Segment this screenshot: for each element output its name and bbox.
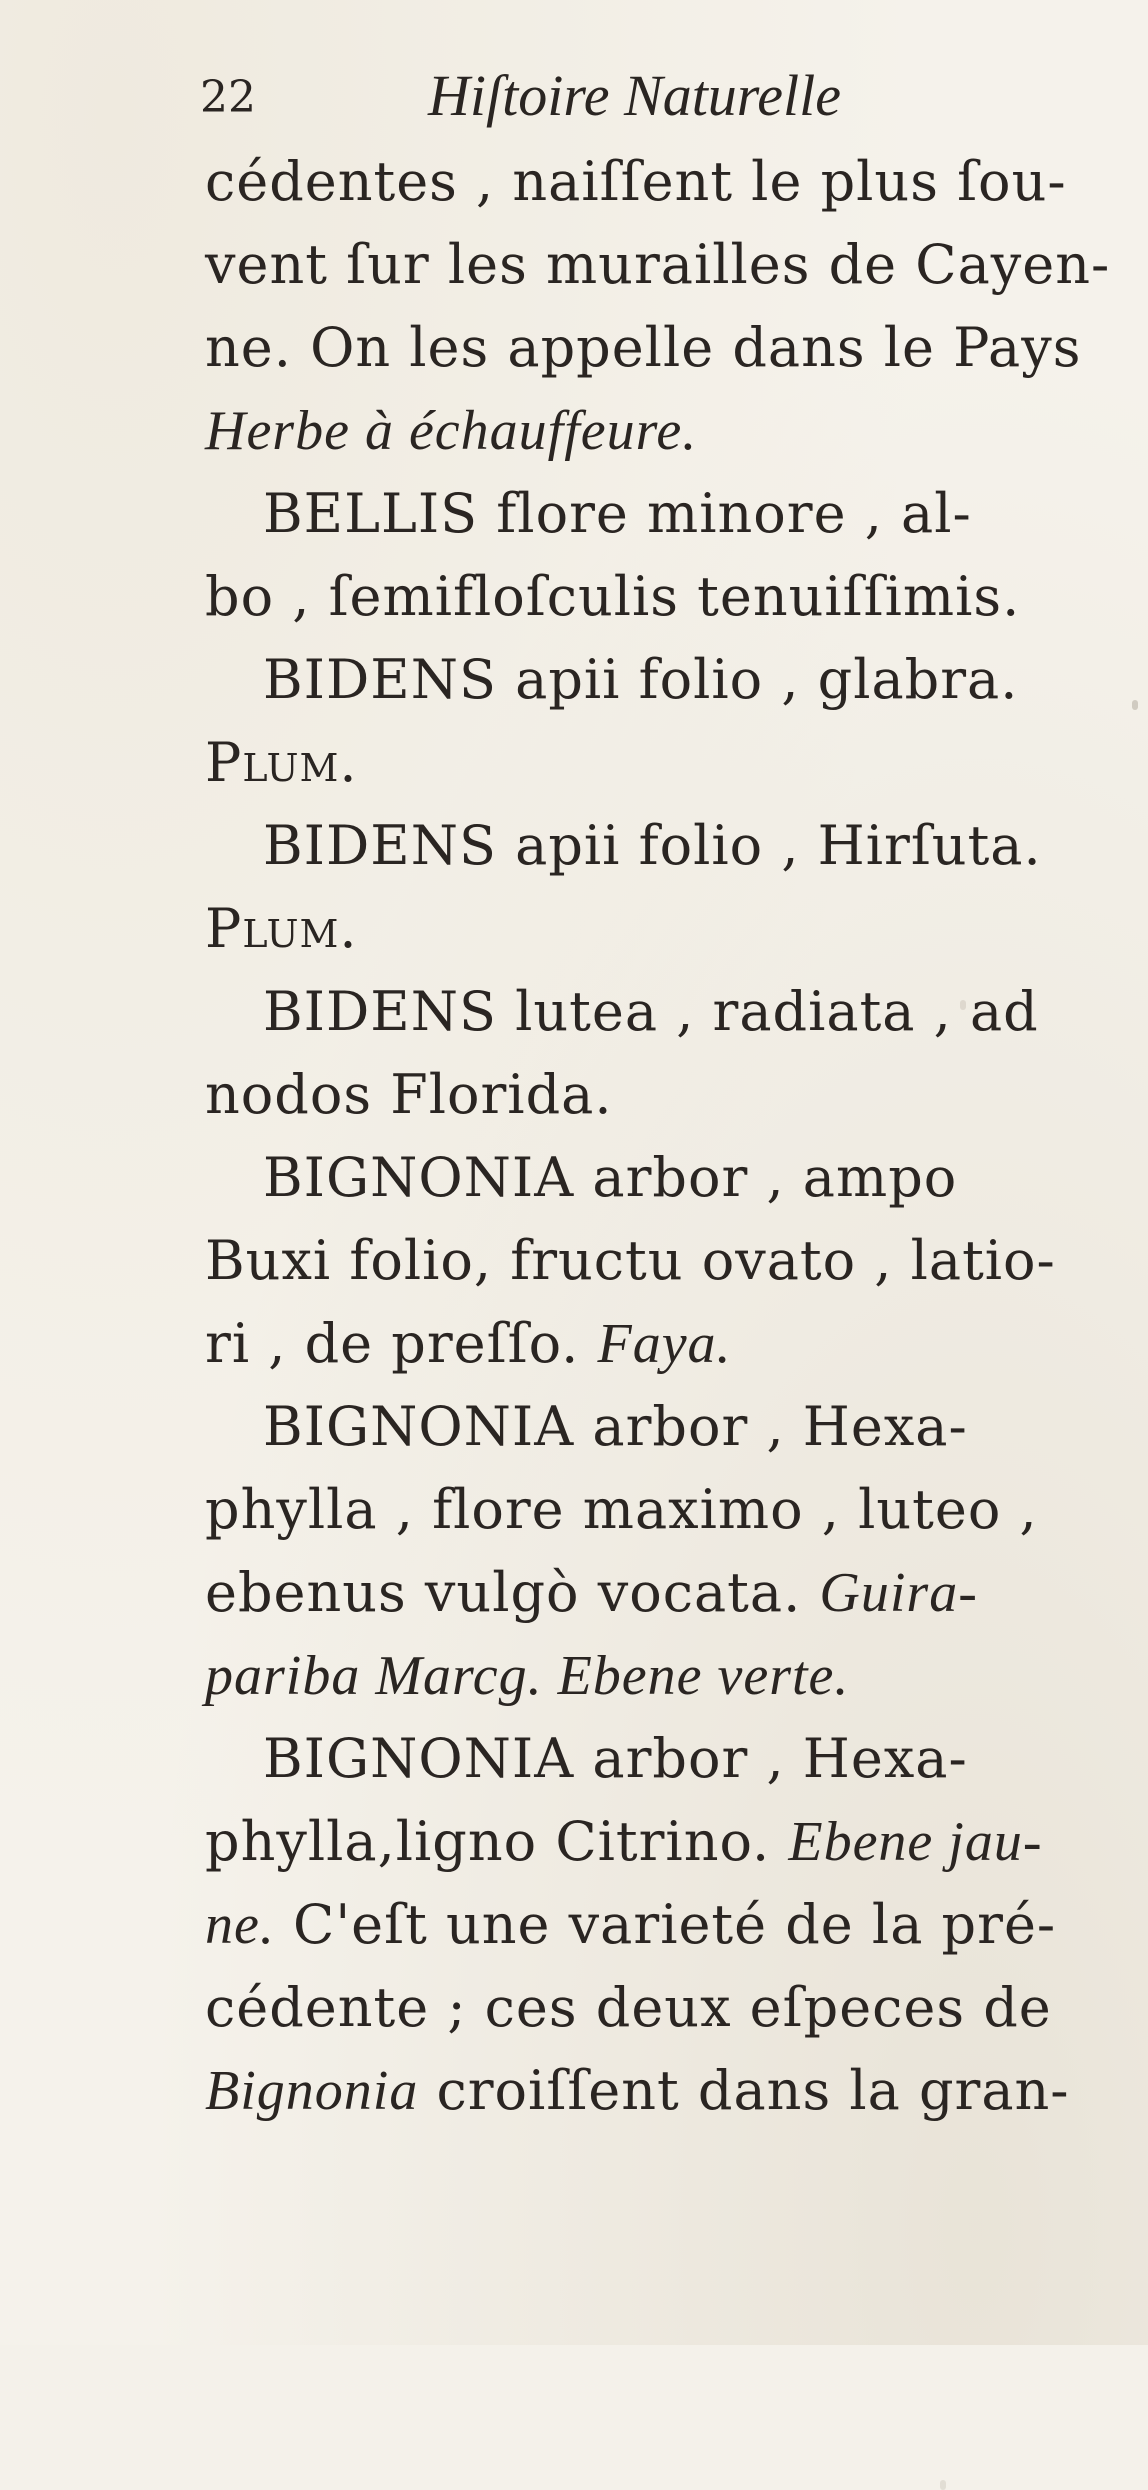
text-line bbox=[205, 804, 1125, 887]
roman-text: cédente ; ces deux eſpeces de bbox=[205, 1976, 1052, 2039]
text-line bbox=[205, 306, 1125, 389]
text-line bbox=[205, 1136, 1125, 1219]
text-line bbox=[205, 638, 1125, 721]
roman-text: croiſſent dans la gran- bbox=[418, 2059, 1070, 2122]
text-line bbox=[205, 721, 1125, 804]
roman-text: cédentes , naiſſent le plus ſou- bbox=[205, 150, 1067, 213]
text-line bbox=[205, 1634, 1125, 1717]
italic-text: pariba Marcg. Ebene verte. bbox=[205, 1645, 850, 1707]
text-line bbox=[205, 970, 1125, 1053]
roman-text: BIGNONIA arbor , ampo bbox=[263, 1146, 958, 1209]
text-line bbox=[205, 2049, 1125, 2132]
paper-speck bbox=[940, 2480, 946, 2490]
roman-text: Buxi folio, fructu ovato , latio- bbox=[205, 1229, 1056, 1292]
text-line bbox=[205, 1219, 1125, 1302]
roman-text: ne. On les appelle dans le Pays bbox=[205, 316, 1082, 379]
roman-text: phylla , flore maximo , luteo , bbox=[205, 1478, 1038, 1541]
page-number: 22 bbox=[200, 72, 256, 123]
italic-text: Bignonia bbox=[205, 2060, 419, 2122]
text-line bbox=[205, 1053, 1125, 1136]
italic-text: Guira- bbox=[819, 1562, 978, 1624]
italic-text: Faya. bbox=[597, 1313, 732, 1375]
roman-text: vent ſur les murailles de Cayen- bbox=[205, 233, 1111, 296]
text-line bbox=[205, 472, 1125, 555]
text-line bbox=[205, 555, 1125, 638]
text-line bbox=[205, 1551, 1125, 1634]
body-text bbox=[205, 140, 1125, 2132]
roman-text: BIGNONIA arbor , Hexa- bbox=[263, 1727, 968, 1790]
small-caps-text: Plum. bbox=[205, 897, 358, 960]
paper-speck bbox=[960, 1000, 966, 1010]
small-caps-text: Plum. bbox=[205, 731, 358, 794]
roman-text: C'eſt une varieté de la pré- bbox=[274, 1893, 1057, 1956]
italic-text: ne. bbox=[205, 1894, 275, 1956]
text-line bbox=[205, 887, 1125, 970]
roman-text: phylla,ligno Citrino. bbox=[205, 1810, 789, 1873]
roman-text: ri , de preſſo. bbox=[205, 1312, 598, 1375]
text-line bbox=[205, 1385, 1125, 1468]
text-line bbox=[205, 223, 1125, 306]
roman-text: bo , ſemifloſculis tenuiſſimis. bbox=[205, 565, 1021, 628]
roman-text: ebenus vulgò vocata. bbox=[205, 1561, 820, 1624]
roman-text: BIDENS apii folio , Hirſuta. bbox=[263, 814, 1042, 877]
text-line bbox=[205, 1717, 1125, 1800]
text-line bbox=[205, 1800, 1125, 1883]
running-title: Hiſtoire Naturelle bbox=[428, 63, 841, 128]
roman-text: BIDENS lutea , radiata , ad bbox=[263, 980, 1039, 1043]
paper-speck bbox=[1132, 700, 1138, 710]
roman-text: nodos Florida. bbox=[205, 1063, 613, 1126]
text-line bbox=[205, 389, 1125, 472]
roman-text: BELLIS flore minore , al- bbox=[263, 482, 972, 545]
text-line bbox=[205, 1302, 1125, 1385]
page-header bbox=[200, 62, 1000, 142]
italic-text: Herbe à échauffeure. bbox=[205, 400, 698, 462]
text-line bbox=[205, 1966, 1125, 2049]
text-line bbox=[205, 1883, 1125, 1966]
text-line bbox=[205, 140, 1125, 223]
roman-text: BIGNONIA arbor , Hexa- bbox=[263, 1395, 968, 1458]
text-line bbox=[205, 1468, 1125, 1551]
roman-text: BIDENS apii folio , glabra. bbox=[263, 648, 1019, 711]
italic-text: Ebene jau- bbox=[788, 1811, 1043, 1873]
